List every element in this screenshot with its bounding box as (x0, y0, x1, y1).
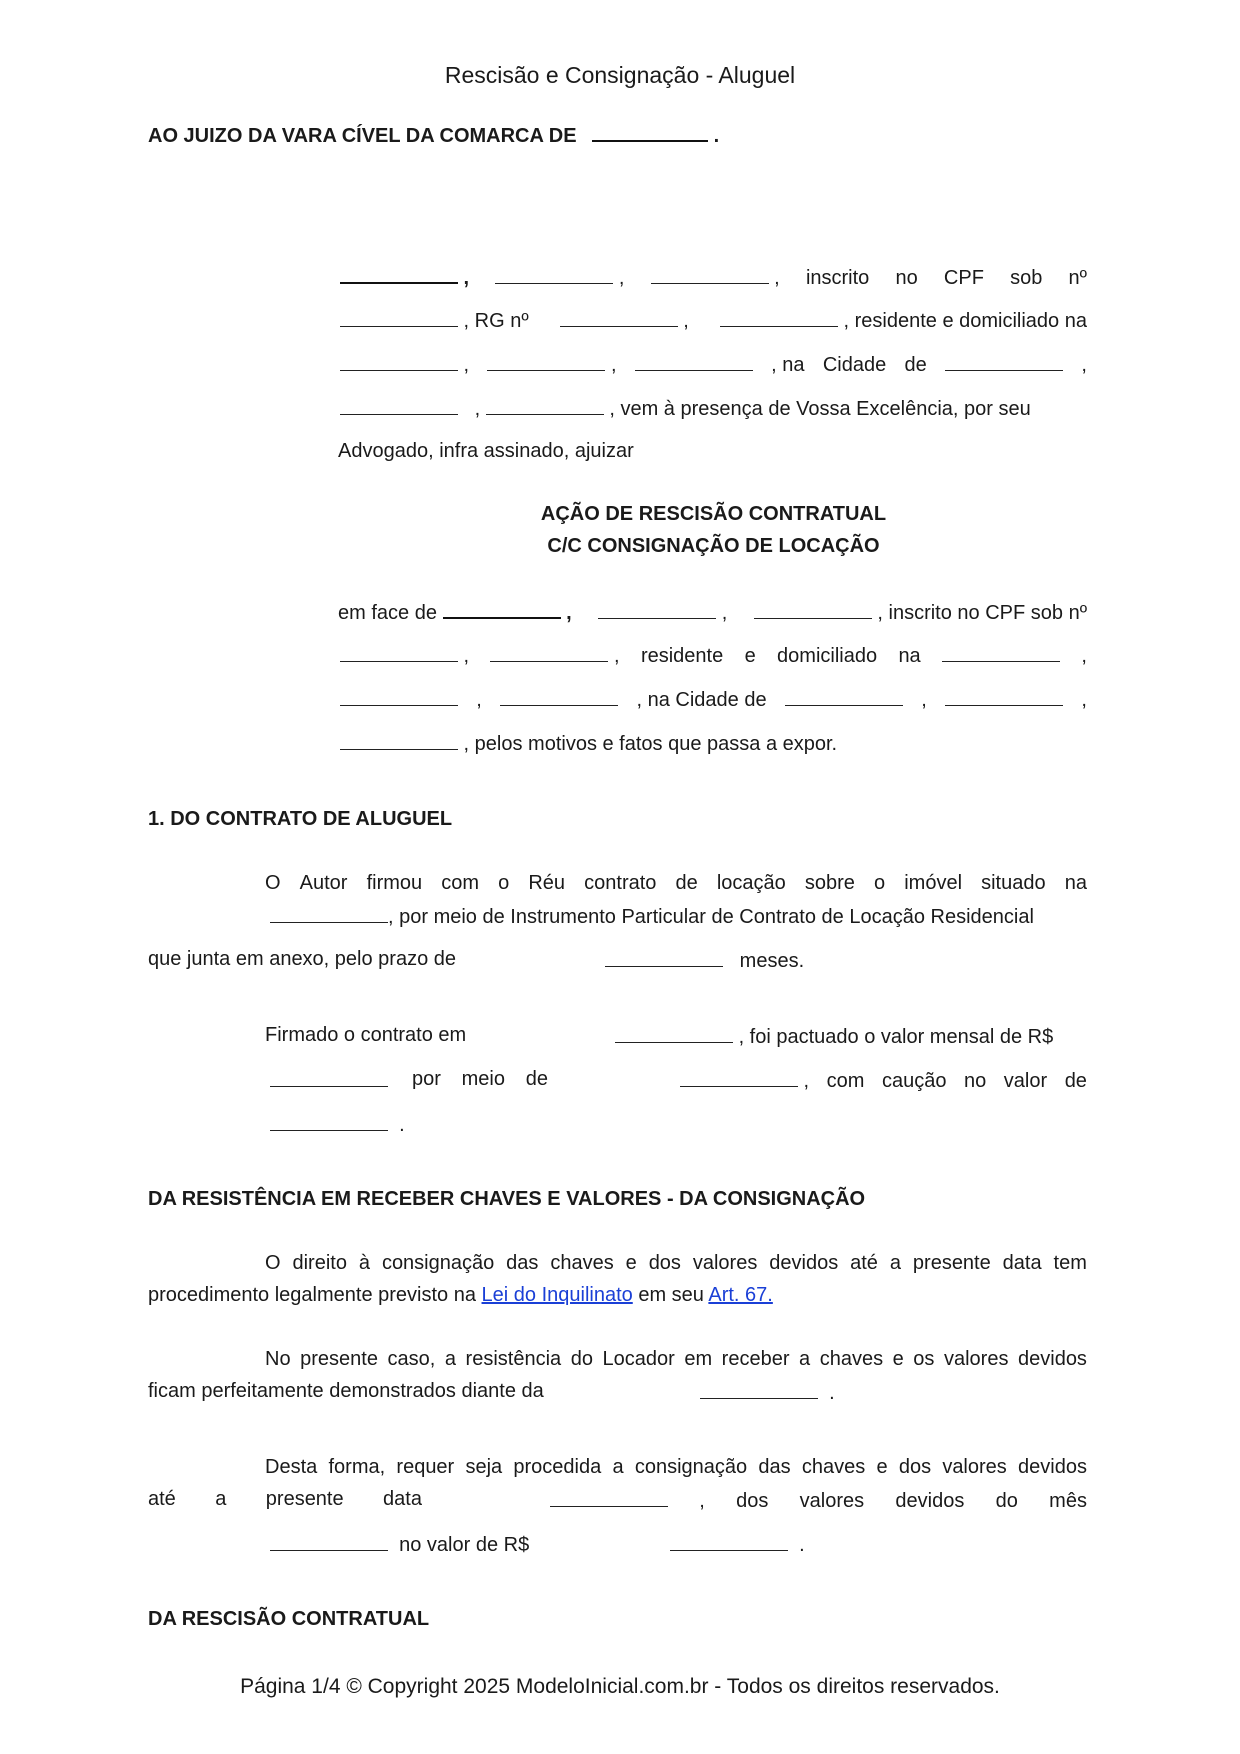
word: a (889, 1252, 901, 1274)
word: dos (648, 1252, 681, 1274)
word: devidos (1018, 1456, 1087, 1478)
plaintiff-cpf-blank[interactable] (340, 308, 458, 327)
word: o (874, 872, 886, 894)
word: seja (465, 1456, 503, 1478)
word: na (1064, 872, 1087, 894)
word: receber (721, 1348, 790, 1370)
term-months-blank[interactable] (605, 948, 723, 967)
defendant-status-blank[interactable] (754, 600, 872, 619)
word: os (913, 1348, 935, 1370)
word: Autor (299, 872, 348, 894)
amount-value: . (670, 1532, 805, 1557)
word: consignação (381, 1252, 495, 1274)
contract-value-line: , foi pactuado o valor mensal de R$ (615, 1024, 1053, 1049)
word: a (612, 1456, 624, 1478)
word: sobre (804, 872, 855, 894)
action-title-line-1: AÇÃO DE RESCISÃO CONTRATUAL (540, 503, 887, 525)
word: No (265, 1348, 291, 1370)
evidence-blank[interactable] (700, 1380, 818, 1399)
word: devidos (1018, 1348, 1087, 1370)
word: à (358, 1252, 371, 1274)
word: O (265, 872, 281, 894)
word: Locador (602, 1348, 675, 1370)
section-1-paragraph-1-line-2: , por meio de Instrumento Particular de Contrato de Locação Residencial (270, 904, 1034, 929)
month-value-line: no valor de R$ (270, 1532, 529, 1557)
plaintiff-number-blank[interactable] (487, 352, 605, 371)
month-blank[interactable] (270, 1532, 388, 1551)
plaintiff-line-3: , , , na Cidade de , (340, 352, 1087, 377)
word: forma, (328, 1456, 386, 1478)
word: e (625, 1252, 637, 1274)
defendant-address-blank[interactable] (942, 643, 1060, 662)
contract-date-blank[interactable] (615, 1024, 733, 1043)
plaintiff-blank-3[interactable] (720, 308, 838, 327)
rent-value-blank[interactable] (270, 1068, 388, 1087)
word: imóvel (904, 872, 963, 894)
comarca-blank[interactable] (592, 122, 708, 142)
plaintiff-nationality-blank[interactable] (495, 265, 613, 284)
word: chaves (550, 1252, 614, 1274)
section-2-paragraph-3-line-1 (265, 1456, 1087, 1479)
word: em (684, 1348, 713, 1370)
defendant-line-1: em face de , , , inscrito no CPF sob nº (338, 599, 1087, 625)
section-2-paragraph-2-line-2: ficam perfeitamente demonstrados diante da (148, 1380, 544, 1402)
section-2-paragraph-3-line-2b: , dos valores devidos do mês (550, 1488, 1087, 1513)
section-1-paragraph-1-line-3: que junta em anexo, pelo prazo de (148, 948, 456, 970)
section-3-heading: DA RESCISÃO CONTRATUAL (148, 1608, 430, 1630)
word: valores (692, 1252, 758, 1274)
word: contrato (584, 872, 657, 894)
word: a (799, 1348, 811, 1370)
word: e (892, 1348, 904, 1370)
word: das (506, 1252, 539, 1274)
document-header-title: Rescisão e Consignação - Aluguel (444, 62, 796, 88)
word: locação (716, 872, 786, 894)
plaintiff-line-5: Advogado, infra assinado, ajuizar (338, 440, 634, 462)
word: O (265, 1252, 281, 1274)
word: valores (942, 1456, 1007, 1478)
word: tem (1053, 1252, 1087, 1274)
defendant-name-blank[interactable] (443, 599, 561, 619)
defendant-nationality-blank[interactable] (598, 600, 716, 619)
section-2-paragraph-1-line-2: procedimento legalmente previsto na Lei do Inquilinato em seu Art. 67. (148, 1284, 773, 1306)
page-footer: Página 1/4 © Copyright 2025 ModeloInicial.com.br - Todos os direitos reservados. (240, 1675, 1000, 1698)
plaintiff-state-blank[interactable] (340, 396, 458, 415)
plaintiff-status-blank[interactable] (651, 265, 769, 284)
section-2-paragraph-1-line-1 (265, 1252, 1087, 1275)
section-1-heading: 1. DO CONTRATO DE ALUGUEL (148, 808, 453, 830)
plaintiff-address-blank[interactable] (340, 352, 458, 371)
defendant-state-blank[interactable] (945, 687, 1063, 706)
word: a (444, 1348, 456, 1370)
word: requer (396, 1456, 455, 1478)
section-1-paragraph-1-line-1 (265, 872, 1087, 895)
plaintiff-line-2: , RG nº , , residente e domiciliado na (340, 308, 1087, 333)
word: o (498, 872, 510, 894)
defendant-line-3: , , na Cidade de , , (340, 687, 1087, 712)
deposit-value: . (270, 1112, 405, 1137)
plaintiff-city-blank[interactable] (945, 352, 1063, 371)
word: de (675, 872, 698, 894)
action-title-line-2: C/C CONSIGNAÇÃO DE LOCAÇÃO (547, 535, 880, 557)
word: presente (300, 1348, 378, 1370)
deposit-value-blank[interactable] (270, 1112, 388, 1131)
word: do (570, 1348, 593, 1370)
word: consignação (634, 1456, 748, 1478)
plaintiff-name-blank[interactable] (340, 264, 458, 284)
word: com (441, 872, 480, 894)
art-67-link[interactable]: Art. 67. (708, 1284, 773, 1306)
plaintiff-district-blank[interactable] (635, 352, 753, 371)
amount-blank[interactable] (670, 1532, 788, 1551)
rent-value (270, 1068, 388, 1093)
word: procedida (513, 1456, 602, 1478)
defendant-city-blank[interactable] (785, 687, 903, 706)
deposit-line: , com caução no valor de (680, 1068, 1087, 1093)
plaintiff-line-1: , , , inscrito no CPF sob nº (340, 264, 1087, 290)
payment-method-blank[interactable] (680, 1068, 798, 1087)
defendant-number-blank[interactable] (340, 687, 458, 706)
word: situado (981, 872, 1046, 894)
contract-date-label: Firmado o contrato em (265, 1024, 467, 1046)
word: dos (898, 1456, 932, 1478)
lei-inquilinato-link[interactable]: Lei do Inquilinato (481, 1284, 633, 1306)
word: valores (943, 1348, 1009, 1370)
evidence: . (700, 1380, 835, 1405)
word: Desta (265, 1456, 318, 1478)
word: até (850, 1252, 878, 1274)
word: Réu (528, 872, 566, 894)
plaintiff-line-4: , , vem à presença de Vossa Excelência, por seu (340, 396, 1087, 421)
property-address-blank[interactable] (270, 904, 388, 923)
word: chaves (819, 1348, 884, 1370)
payment-method-label: por meio de (412, 1068, 548, 1090)
word: e (876, 1456, 888, 1478)
word: chaves (801, 1456, 866, 1478)
defendant-line-2: , , residente e domiciliado na , (340, 643, 1087, 668)
defendant-rg-blank[interactable] (490, 643, 608, 662)
word: firmou (366, 872, 423, 894)
word: presente (912, 1252, 991, 1274)
section-2-paragraph-3-line-2a: até a presente data (148, 1488, 422, 1510)
section-2-paragraph-2-line-1 (265, 1348, 1087, 1371)
defendant-district-blank[interactable] (500, 687, 618, 706)
consignment-date-blank[interactable] (550, 1488, 668, 1507)
word: direito (292, 1252, 347, 1274)
word: resistência (465, 1348, 562, 1370)
word: caso, (387, 1348, 436, 1370)
plaintiff-cep-blank[interactable] (486, 396, 604, 415)
word: das (758, 1456, 791, 1478)
defendant-cep-blank[interactable] (340, 731, 458, 750)
defendant-cpf-blank[interactable] (340, 643, 458, 662)
court-heading: AO JUIZO DA VARA CÍVEL DA COMARCA DE . (148, 122, 719, 148)
plaintiff-rg-blank[interactable] (560, 308, 678, 327)
word: data (1002, 1252, 1042, 1274)
section-2-heading: DA RESISTÊNCIA EM RECEBER CHAVES E VALORES - DA CONSIGNAÇÃO (148, 1188, 866, 1210)
defendant-line-4: , pelos motivos e fatos que passa a expor. (340, 731, 837, 756)
term-months: meses. (605, 948, 804, 973)
word: devidos (769, 1252, 839, 1274)
